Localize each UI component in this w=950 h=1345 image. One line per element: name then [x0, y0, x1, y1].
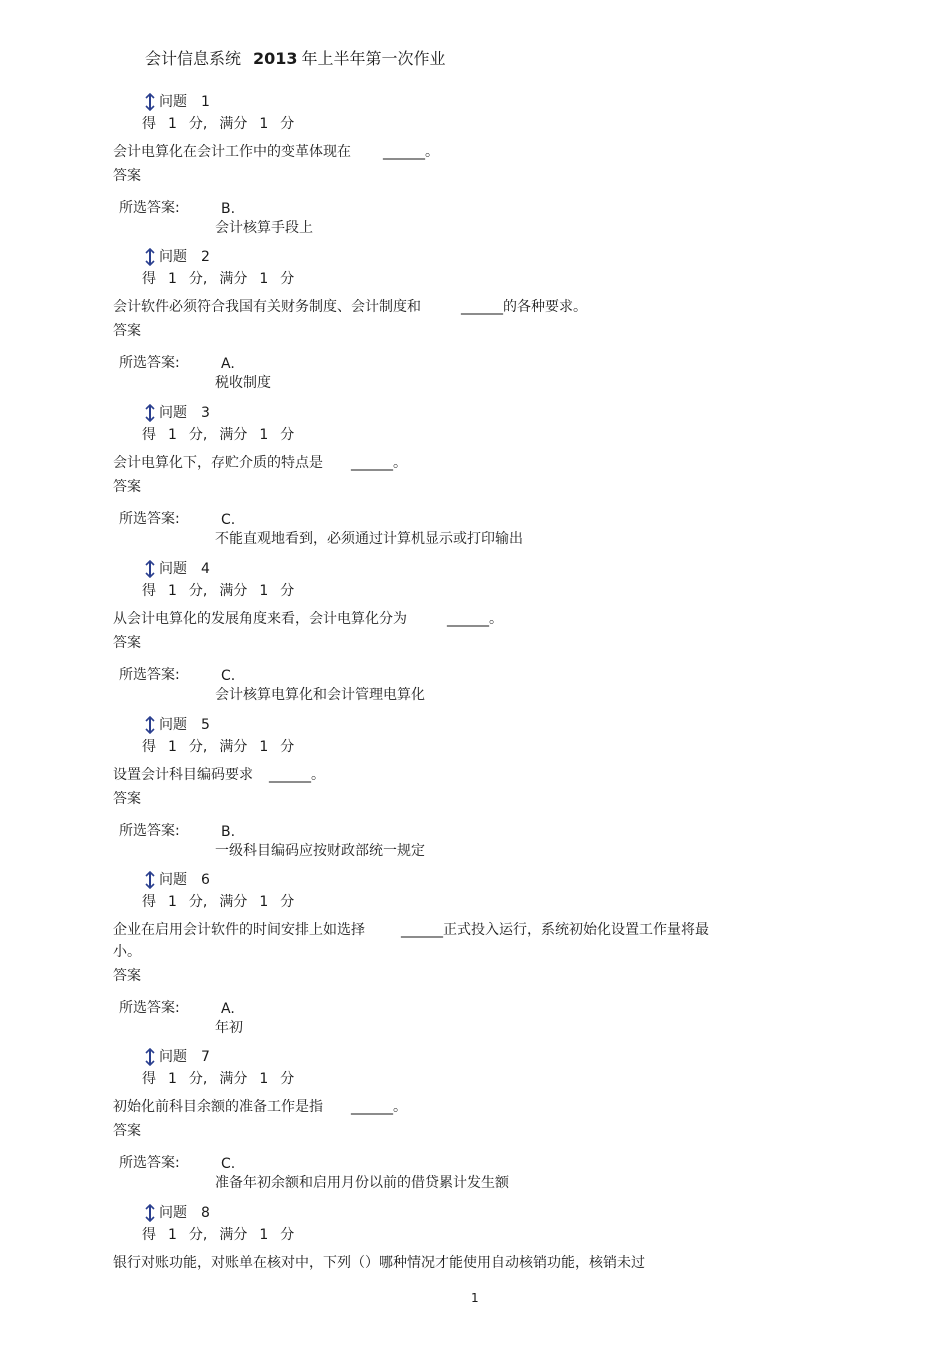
score-de-label: 得	[142, 1227, 156, 1243]
question-header	[145, 93, 210, 111]
score-manfen-label: 满分	[219, 271, 248, 287]
answer-blank: ______	[351, 455, 393, 471]
score-de-label: 得	[142, 427, 156, 443]
selected-option-text: 年初	[215, 1020, 243, 1036]
score-value: 1	[168, 583, 177, 599]
question-number: 3	[201, 405, 210, 421]
question-number: 7	[201, 1049, 210, 1065]
score-unit-label: 分	[280, 271, 295, 287]
question-stem	[113, 141, 733, 163]
score-full-value: 1	[259, 116, 269, 132]
stem-text-a: 会计电算化在会计工作中的变革体现在	[113, 144, 351, 160]
score-manfen-label: 满分	[219, 1227, 248, 1243]
score-value: 1	[168, 894, 177, 910]
stem-text-b: 。	[393, 1099, 407, 1115]
score-line	[142, 1226, 306, 1244]
score-de-label: 得	[142, 1071, 156, 1087]
stem-text-a: 设置会计科目编码要求	[113, 767, 253, 783]
question-label: 问题	[159, 1205, 187, 1221]
page-number: 1	[471, 1291, 479, 1305]
question-header	[145, 871, 210, 889]
selected-option-text: 准备年初余额和启用月份以前的借贷累计发生额	[215, 1175, 509, 1191]
title-part-a: 会计信息系统	[145, 49, 242, 68]
score-line	[142, 270, 306, 288]
question-header	[145, 716, 210, 734]
question-stem	[113, 919, 733, 963]
answer-blank: ______	[351, 1099, 393, 1115]
question-number: 5	[201, 717, 210, 733]
selected-answer-label: 所选答案:	[119, 200, 180, 216]
sort-arrows-icon	[145, 404, 155, 422]
stem-text-a: 企业在启用会计软件的时间安排上如选择	[113, 922, 365, 938]
selected-option-text: 会计核算手段上	[215, 220, 313, 236]
score-unit-label: 分	[280, 894, 295, 910]
title-year: 2013	[253, 49, 298, 68]
sort-arrows-icon	[145, 1048, 155, 1066]
score-line	[142, 738, 306, 756]
sort-arrows-icon	[145, 716, 155, 734]
score-fen-label: 分,	[188, 427, 208, 443]
question-header	[145, 404, 210, 422]
question-number: 6	[201, 872, 210, 888]
question-header	[145, 1048, 210, 1066]
selected-option-letter: B.	[221, 824, 236, 840]
score-full-value: 1	[259, 739, 269, 755]
score-full-value: 1	[259, 1227, 269, 1243]
selected-answer-label: 所选答案:	[119, 823, 180, 839]
sort-arrows-icon	[145, 871, 155, 889]
question-header	[145, 248, 210, 266]
score-unit-label: 分	[280, 1227, 295, 1243]
score-de-label: 得	[142, 894, 156, 910]
answer-label: 答案	[113, 968, 141, 984]
score-fen-label: 分,	[188, 1227, 208, 1243]
score-value: 1	[168, 427, 177, 443]
stem-text-a: 初始化前科目余额的准备工作是指	[113, 1099, 323, 1115]
question-label: 问题	[159, 717, 187, 733]
stem-text-b: 。	[311, 767, 325, 783]
score-line	[142, 1070, 306, 1088]
question-number: 4	[201, 561, 210, 577]
question-stem	[113, 296, 733, 318]
score-full-value: 1	[259, 271, 269, 287]
stem-text-a: 从会计电算化的发展角度来看，会计电算化分为	[113, 611, 407, 627]
selected-answer-label: 所选答案:	[119, 1155, 180, 1171]
score-manfen-label: 满分	[219, 583, 248, 599]
stem-text-a: 会计电算化下，存贮介质的特点是	[113, 455, 323, 471]
answer-label: 答案	[113, 323, 141, 339]
question-label: 问题	[159, 249, 187, 265]
score-line	[142, 426, 306, 444]
score-de-label: 得	[142, 271, 156, 287]
question-stem	[113, 1096, 733, 1118]
answer-blank: ______	[461, 299, 503, 315]
score-value: 1	[168, 1071, 177, 1087]
score-full-value: 1	[259, 1071, 269, 1087]
question-label: 问题	[159, 405, 187, 421]
score-line	[142, 582, 306, 600]
selected-option-letter: A.	[221, 356, 235, 372]
score-full-value: 1	[259, 583, 269, 599]
score-de-label: 得	[142, 116, 156, 132]
answer-blank: ______	[447, 611, 489, 627]
answer-label: 答案	[113, 1123, 141, 1139]
answer-blank: ______	[401, 922, 443, 938]
question-stem	[113, 764, 733, 786]
score-fen-label: 分,	[188, 271, 208, 287]
score-value: 1	[168, 739, 177, 755]
question-number: 2	[201, 249, 210, 265]
score-unit-label: 分	[280, 583, 295, 599]
stem-text-a: 会计软件必须符合我国有关财务制度、会计制度和	[113, 299, 421, 315]
selected-answer-label: 所选答案:	[119, 667, 180, 683]
score-unit-label: 分	[280, 427, 295, 443]
score-unit-label: 分	[280, 116, 295, 132]
question-header	[145, 1204, 210, 1222]
score-fen-label: 分,	[188, 1071, 208, 1087]
selected-option-letter: C.	[221, 668, 236, 684]
score-manfen-label: 满分	[219, 116, 248, 132]
score-de-label: 得	[142, 739, 156, 755]
question-stem	[113, 452, 733, 474]
question-stem	[113, 608, 733, 630]
title-part-b: 年上半年第一次作业	[301, 49, 446, 68]
stem-text-a: 银行对账功能，对账单在核对中，下列（）哪种情况才能使用自动核销功能，核销未过	[113, 1255, 645, 1271]
selected-answer-label: 所选答案:	[119, 355, 180, 371]
document-title	[145, 50, 446, 68]
sort-arrows-icon	[145, 1204, 155, 1222]
sort-arrows-icon	[145, 248, 155, 266]
stem-text-b: 。	[489, 611, 503, 627]
score-line	[142, 893, 306, 911]
selected-answer-label: 所选答案:	[119, 1000, 180, 1016]
score-unit-label: 分	[280, 739, 295, 755]
question-label: 问题	[159, 94, 187, 110]
selected-option-letter: C.	[221, 1156, 236, 1172]
sort-arrows-icon	[145, 93, 155, 111]
selected-option-letter: A.	[221, 1001, 235, 1017]
score-unit-label: 分	[280, 1071, 295, 1087]
score-line	[142, 115, 306, 133]
answer-label: 答案	[113, 479, 141, 495]
selected-option-text: 税收制度	[215, 375, 271, 391]
question-label: 问题	[159, 872, 187, 888]
score-manfen-label: 满分	[219, 427, 248, 443]
selected-option-letter: C.	[221, 512, 236, 528]
selected-answer-label: 所选答案:	[119, 511, 180, 527]
question-stem	[113, 1252, 733, 1274]
score-manfen-label: 满分	[219, 894, 248, 910]
question-label: 问题	[159, 561, 187, 577]
score-manfen-label: 满分	[219, 1071, 248, 1087]
score-manfen-label: 满分	[219, 739, 248, 755]
score-full-value: 1	[259, 894, 269, 910]
selected-option-letter: B.	[221, 201, 236, 217]
score-value: 1	[168, 1227, 177, 1243]
answer-blank: ______	[269, 767, 311, 783]
question-label: 问题	[159, 1049, 187, 1065]
sort-arrows-icon	[145, 560, 155, 578]
score-fen-label: 分,	[188, 739, 208, 755]
stem-text-b: 。	[425, 144, 439, 160]
score-fen-label: 分,	[188, 116, 208, 132]
question-number: 8	[201, 1205, 210, 1221]
answer-blank: ______	[383, 144, 425, 160]
stem-text-b: 。	[393, 455, 407, 471]
score-value: 1	[168, 116, 177, 132]
selected-option-text: 会计核算电算化和会计管理电算化	[215, 687, 425, 703]
selected-option-text: 一级科目编码应按财政部统一规定	[215, 843, 425, 859]
answer-label: 答案	[113, 635, 141, 651]
question-header	[145, 560, 210, 578]
selected-option-text: 不能直观地看到，必须通过计算机显示或打印输出	[215, 531, 523, 547]
score-fen-label: 分,	[188, 894, 208, 910]
answer-label: 答案	[113, 791, 141, 807]
score-value: 1	[168, 271, 177, 287]
question-number: 1	[201, 94, 210, 110]
score-fen-label: 分,	[188, 583, 208, 599]
score-full-value: 1	[259, 427, 269, 443]
stem-text-b: 的各种要求。	[503, 299, 587, 315]
score-de-label: 得	[142, 583, 156, 599]
answer-label: 答案	[113, 168, 141, 184]
stem-text-b: 正式投入运行，系统初始化设置工作量将最小。	[113, 922, 709, 960]
